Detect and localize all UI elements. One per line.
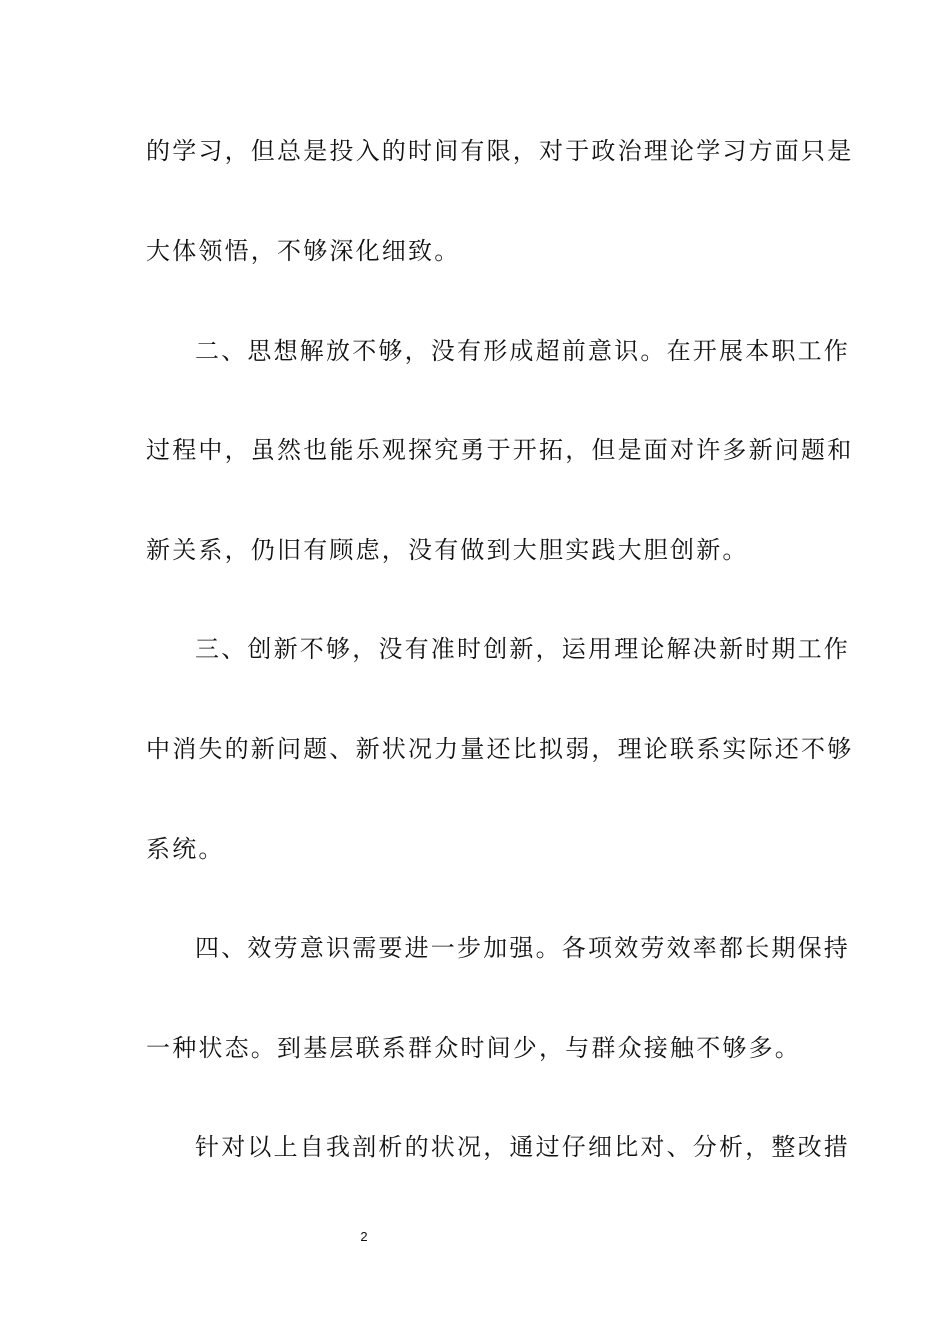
summary-paragraph-line: 针对以上自我剖析的状况，通过仔细比对、分析，整改措 [195, 1133, 850, 1161]
section-two-heading-line: 二、思想解放不够，没有形成超前意识。在开展本职工作 [195, 337, 850, 365]
text-line-1: 的学习，但总是投入的时间有限，对于政治理论学习方面只是 [146, 137, 854, 165]
text-line-5: 新关系，仍旧有顾虑，没有做到大胆实践大胆创新。 [146, 536, 749, 564]
section-three-heading-line: 三、创新不够，没有准时创新，运用理论解决新时期工作 [195, 635, 850, 663]
text-line-7: 中消失的新问题、新状况力量还比拟弱，理论联系实际还不够 [146, 735, 854, 763]
page-number: 2 [360, 1229, 368, 1244]
text-line-4: 过程中，虽然也能乐观探究勇于开拓，但是面对许多新问题和 [146, 436, 854, 464]
text-line-10: 一种状态。到基层联系群众时间少，与群众接触不够多。 [146, 1034, 801, 1062]
section-four-heading-line: 四、效劳意识需要进一步加强。各项效劳效率都长期保持 [195, 934, 850, 962]
text-line-2: 大体领悟，不够深化细致。 [146, 237, 461, 265]
text-line-8: 系统。 [146, 835, 225, 863]
